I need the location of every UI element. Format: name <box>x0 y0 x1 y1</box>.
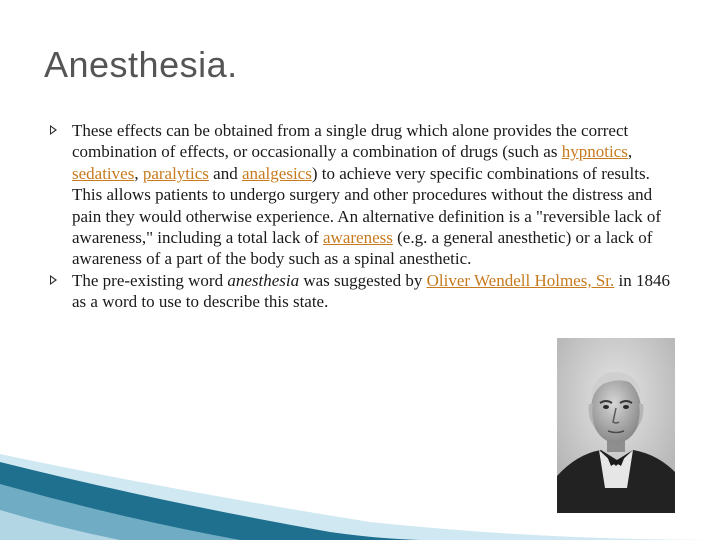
link-sedatives[interactable]: sedatives <box>72 163 135 183</box>
link-analgesics[interactable]: analgesics <box>241 163 312 183</box>
bullet-1-text: , <box>627 142 633 162</box>
bullet-list <box>50 120 670 313</box>
bullet-2-italic-term: anesthesia <box>227 270 300 290</box>
bullet-2-text: in 1846 as a word to use to describe this state. <box>72 270 670 312</box>
bullet-1-text: ) to achieve very specific combinations of results. This allows patients to undergo surgery and other procedures without the distress and pain they would otherwise experience. An alternative definition is a "reversible lack of awareness," including a total lack of <box>72 163 661 248</box>
bullet-item-2 <box>50 270 670 313</box>
bullet-1-text: These effects can be obtained from a single drug which alone provides the correct combination of effects, or occasionally a combination of drugs (such as <box>72 121 629 162</box>
bullet-2-text: was suggested by <box>299 270 427 290</box>
bullet-1-text: and <box>208 163 242 183</box>
link-oliver-wendell-holmes[interactable]: Oliver Wendell Holmes, Sr. <box>426 270 615 290</box>
bullet-arrow-icon <box>50 275 57 285</box>
slide-title: Anesthesia. <box>44 44 238 85</box>
bullet-arrow-icon <box>50 125 57 135</box>
link-paralytics[interactable]: paralytics <box>142 163 209 183</box>
bullet-1-text: , <box>134 163 143 183</box>
bullet-1-text: (e.g. a general anesthetic) or a lack of awareness of a part of the body such as a spinal anesthetic. <box>72 228 653 269</box>
link-hypnotics[interactable]: hypnotics <box>561 142 628 162</box>
bullet-2-text: The pre-existing word <box>72 270 228 290</box>
bullet-item-1 <box>50 120 670 270</box>
link-awareness[interactable]: awareness <box>323 228 393 248</box>
decorative-wave <box>0 440 720 540</box>
